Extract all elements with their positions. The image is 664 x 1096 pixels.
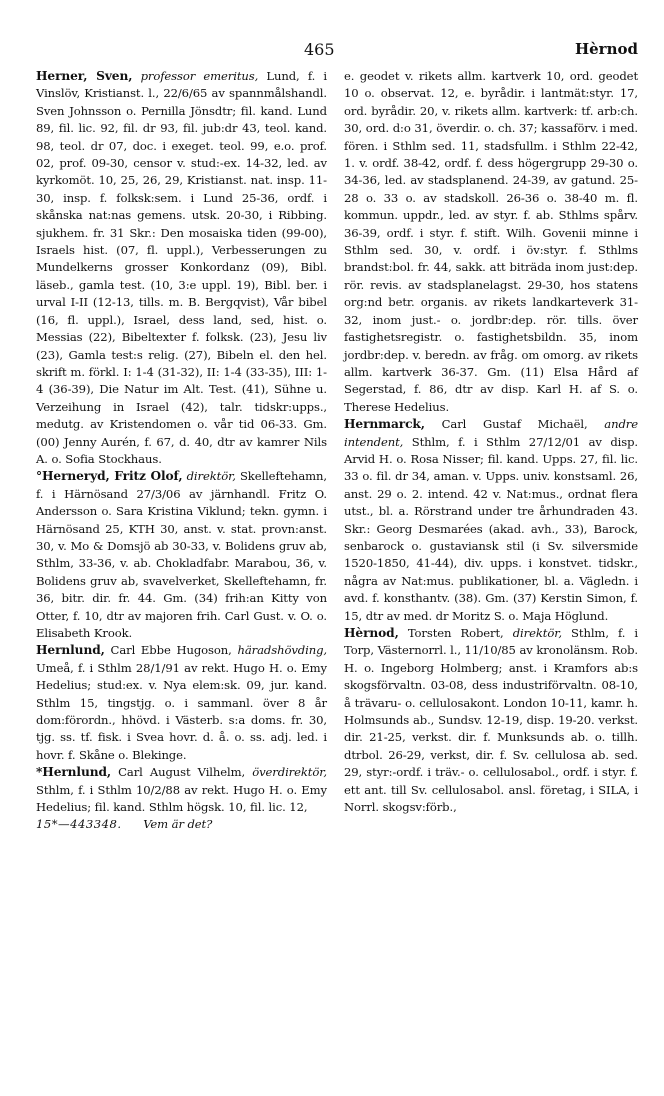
entry-role: direktör, bbox=[186, 469, 236, 484]
entry-body: Umeå, f. i Sthlm 28/1/91 av rekt. Hugo H. o. Emy Hedelius; stud:ex. v. Nya elem:sk. 09, jur. kand. Sthlm 15, tingstjg. o. i sammanl. över 8 år dom:förordn., hhövd. i Västerb. s:a doms. fr. 30, tjg. ss. tf. fisk. i Svea hovr. d. å. o. ss. adj. led. i hovr. f. Skåne o. Blekinge. bbox=[36, 660, 327, 762]
catchword: Vem är det? bbox=[143, 817, 213, 832]
entry-name: Hernmarck, bbox=[344, 417, 425, 432]
entry-body: Skelleftehamn, f. i Härnösand 27/3/06 av järnhandl. Fritz O. Andersson o. Sara Kristina Viklund; tekn. gymn. i Härnösand 25, KTH 30, anst. v. stat. provn:anst. 30, v. Mo & Domsjö ab 30-33, v. Bolidens gruv ab, Sthlm, 33-36, v. ab. Chokladfabr. Marabou, 36, v. Bolidens gruv ab, svavelverket, Skelleftehamn, fr. 36, bitr. dir. fr. 44. Gm. (34) frih:an Kitty von Otter, f. 10, dtr av majoren frih. Carl Gust. v. O. o. Elisabeth Krook. bbox=[36, 469, 327, 640]
entry-given-names: Carl August Vilhelm, bbox=[118, 765, 246, 780]
entry-name: Hernlund, bbox=[36, 643, 105, 658]
entry-given-names: Carl Ebbe Hugoson, bbox=[110, 643, 232, 658]
entry-body: Lund, f. i Vinslöv, Kristianst. l., 22/6/65 av spannmålshandl. Sven Johnsson o. Pernilla Jönsdtr; fil. kand. Lund 89, fil. lic. 92, fil. dr 93, fil. jub:dr 43, teol. kand. 98, teol. dr 07, doc. i exeget. teol. 99, e.o. prof. 02, prof. 09-30, censor v. stud:-ex. 14-32, led. av kyrkomöt. 10, 25, 26, 29, Kristianst. nat. insp. 11-30, insp. f. folksk:sem. i Lund 25-36, ordf. i skånska nat:nas gemens. utsk. 20-30, i Ribbing. sjukhem. fr. 31 Skr.: Den mosaiska tiden (99-00), Israels hist. (07, fl. uppl.), Verbesserungen zu Mundelkerns grosser Konkordanz (09), Bibl. läseb., gamla test. (10, 3:e uppl. 19), Bibl. ber. i urval I-II (12-13, tills. m. B. Bergqvist), Vår bibel (16, fl. uppl.), Israel, dess land, sed, hist. o. Messias (22), Bibeltexter f. folksk. (23), Jesu liv (23), Gamla test:s relig. (27), Bibeln el. den hel. skrift m. förkl. I: 1-4 (31-32), II: 1-4 (33-35), III: 1-4 (36-39), Die Natur im Alt. Test. (41), Sühne u. Verzeihung in Israel (42), talr. tidskr:upps., medutg. av Kristendomen o. vår tid 06-33. Gm. (00) Jenny Aurén, f. 67, d. 40, dtr av kamrer Nils A. o. Sofia Stockhaus. bbox=[36, 69, 327, 466]
entry-name: °Herneryd, Fritz Olof, bbox=[36, 469, 183, 484]
left-column bbox=[36, 68, 327, 834]
entry-name: Herner, Sven, bbox=[36, 69, 133, 83]
entry-given-names: Carl Gustaf Michaël, bbox=[441, 417, 588, 432]
entry-role: överdirektör, bbox=[252, 765, 328, 780]
entry-body: Sthlm, f. i Sthlm 27/12/01 av disp. Arvid H. o. Rosa Nisser; fil. kand. Upps. 27, fil. lic. 33 o. fil. dr 34, aman. v. Upps. univ. konstsaml. 26, anst. 29 o. 2. intend. 42 v. Nat:mus., ordnat flera utst., bl. a. Rörstrand under tre århundraden 43. Skr.: Georg Desmarées (akad. avh., 33), Barock, senbarock o. gustaviansk stil (i Sv. silversmide 1520-1850, 41-44), div. upps. i konstvet. tidskr., några av Nat:mus. publikationer, bl. a. Vägledn. i avd. f. konsthantv. (38). Gm. (37) Kerstin Simon, f. 15, dtr av med. dr Moritz S. o. Maja Höglund. bbox=[344, 434, 639, 623]
entry-role: direktör, bbox=[512, 626, 562, 640]
entry-given-names: Torsten Robert, bbox=[407, 626, 504, 640]
entry-role: andre intendent, bbox=[344, 417, 638, 449]
entry-hernlund-vilhelm bbox=[36, 764, 327, 816]
entry-name: Hèrnod, bbox=[344, 626, 399, 640]
running-head: Hèrnod bbox=[574, 40, 638, 58]
entry-hernod bbox=[344, 625, 638, 816]
entry-body: Sthlm, f. i Torp, Västernorrl. l., 11/10/85 av kronolänsm. Rob. H. o. Ingeborg Holmberg; anst. i Kramfors ab:s skogsförvaltn. 03-08, dess industriförvaltn. 08-10, å trävaru- o. cellulosakont. London 10-11, kamr. h. Holmsunds ab., Sundsv. 12-19, disp. 19-20. verkst. dir. 21-25, verkst. dir. f. Munksunds ab. o. tillh. dtrbol. 26-29, verkst, dir. f. Sv. cellulosa ab. sed. 29, styr:-ordf. i träv.- o. cellulosabol., ordf. i styr. f. ett ant. till Sv. cellulosabol. ansl. företag, i SILA, i Norrl. skogsv:förb., bbox=[344, 626, 638, 815]
entry-name: *Hernlund, bbox=[36, 765, 112, 780]
entry-hernlund-ebbe bbox=[36, 642, 327, 764]
entry-hernmarck bbox=[344, 416, 638, 625]
entry-role: häradshövding, bbox=[237, 643, 327, 658]
printer-signature: 15*—443348. bbox=[36, 817, 122, 832]
entry-continuation bbox=[344, 68, 638, 416]
page-number: 465 bbox=[304, 40, 335, 59]
entry-body: e. geodet v. rikets allm. kartverk 10, ord. geodet 10 o. observat. 12, e. byrådir. i lantmät:styr. 17, ord. byrådir. 20, v. rikets allm. kartverk: tf. arb:ch. 30, ord. d:o 31, överdir. o. ch. 37; kassaförv. i med. fören. i Sthlm sed. 11, stadsfullm. i Sthlm 22-42, 1. v. ordf. 38-42, ordf. f. dess högergrupp 29-30 o. 34-36, led. av stadsplanend. 24-39, av gatund. 25-28 o. 33 o. av stadskoll. 26-36 o. 38-40 m. fl. kommun. uppdr., led. av styr. f. ab. Sthlms spårv. 36-39, ordf. i styr. f. stift. Wilh. Govenii minne i Sthlm sed. 30, v. ordf. i öv:styr. f. Sthlms brandst:bol. fr. 44, sakk. att biträda inom just:dep. rör. revis. av stadsplanelagst. 29-30, hos statens org:nd betr. organis. av rikets landkarteverk 31-32, inom just.- o. jordbr:dep. rör. tills. över fastighetsregistr. o. fastighetsbildn. 35, inom jordbr:dep. v. beredn. av fråg. om omorg. av rikets allm. kartverk 36-37. Gm. (11) Elsa Hård af Segerstad, f. 86, dtr av disp. Karl H. af S. o. Therese Hedelius. bbox=[344, 69, 638, 414]
entry-herneryd bbox=[36, 468, 327, 642]
entry-herner bbox=[36, 68, 327, 468]
right-column bbox=[344, 68, 638, 816]
page-footer bbox=[36, 816, 327, 833]
entry-role: professor emeritus, bbox=[140, 69, 259, 83]
entry-body: Sthlm, f. i Sthlm 10/2/88 av rekt. Hugo H. o. Emy Hedelius; fil. kand. Sthlm högsk. 10, fil. lic. 12, bbox=[36, 782, 327, 815]
page-header bbox=[36, 40, 638, 64]
